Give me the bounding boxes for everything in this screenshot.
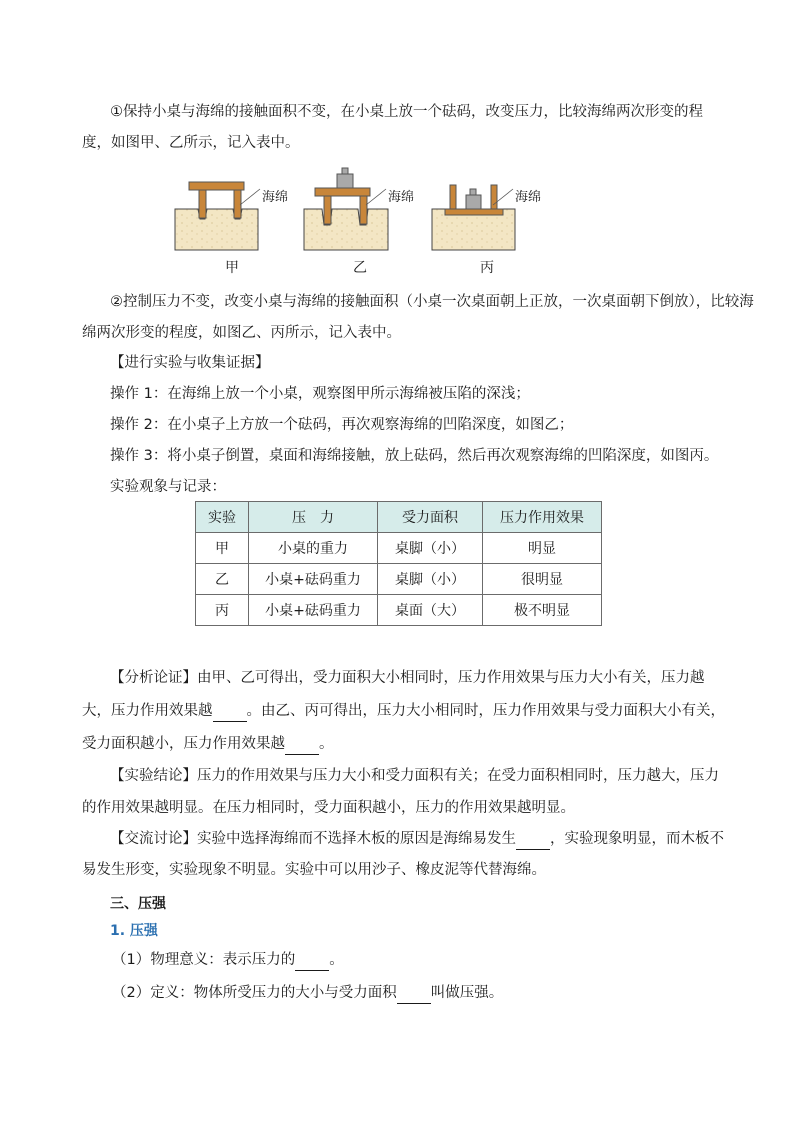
item-2 xyxy=(112,983,503,1004)
table-cell: 甲 xyxy=(196,533,249,564)
table-cell: 桌脚（小） xyxy=(378,533,483,564)
table-row xyxy=(196,533,602,564)
subsection-heading-pressure: 1. 压强 xyxy=(110,923,158,939)
table-cell: 小桌+砝码重力 xyxy=(249,564,378,595)
table-row xyxy=(196,564,602,595)
figure-bing xyxy=(432,185,515,250)
fill-blank[interactable] xyxy=(285,734,319,755)
caption-jia: 甲 xyxy=(225,260,239,276)
sponge-label-jia: 海绵 xyxy=(262,190,289,205)
table-header: 受力面积 xyxy=(378,502,483,533)
table-cell: 桌面（大） xyxy=(378,595,483,626)
sponge-label-bing: 海绵 xyxy=(515,190,542,205)
table-header: 压 力 xyxy=(249,502,378,533)
table-cell: 小桌+砝码重力 xyxy=(249,595,378,626)
table-row xyxy=(196,595,602,626)
para2-line2: 绵两次形变的程度，如图乙、丙所示，记入表中。 xyxy=(82,325,401,341)
discussion-text: 【交流讨论】实验中选择海绵而不选择木板的原因是海绵易发生 xyxy=(110,831,516,847)
table-cell: 小桌的重力 xyxy=(249,533,378,564)
table-cell: 很明显 xyxy=(483,564,602,595)
item-text: （2）定义：物体所受压力的大小与受力面积 xyxy=(112,985,397,1001)
caption-yi: 乙 xyxy=(353,260,367,276)
item-1 xyxy=(112,950,344,971)
analysis-line3 xyxy=(82,734,334,755)
heading-experiment: 【进行实验与收集证据】 xyxy=(110,355,270,371)
para1-line2: 度，如图甲、乙所示，记入表中。 xyxy=(82,135,300,151)
discussion-text: ，实验现象明显，而木板不 xyxy=(550,831,724,847)
table-header: 压力作用效果 xyxy=(483,502,602,533)
table-cell: 极不明显 xyxy=(483,595,602,626)
operation-3: 操作 3：将小桌子倒置，桌面和海绵接触，放上砝码，然后再次观察海绵的凹陷深度，如图丙。 xyxy=(110,448,719,464)
item-text: 。 xyxy=(329,952,344,968)
record-table xyxy=(195,501,602,626)
para2-line1: ②控制压力不变，改变小桌与海绵的接触面积（小桌一次桌面朝上正放，一次桌面朝下倒放），比较海 xyxy=(110,294,754,310)
analysis-text: 受力面积越小，压力作用效果越 xyxy=(82,736,285,752)
discussion-line2: 易发生形变，实验现象不明显。实验中可以用沙子、橡皮泥等代替海绵。 xyxy=(82,862,546,878)
caption-bing: 丙 xyxy=(480,260,494,276)
section-heading-pressure: 三、压强 xyxy=(110,896,166,912)
table-cell: 乙 xyxy=(196,564,249,595)
figure-yi xyxy=(304,168,388,250)
record-label: 实验观象与记录： xyxy=(110,479,226,495)
table-cell: 桌脚（小） xyxy=(378,564,483,595)
fill-blank[interactable] xyxy=(516,829,550,850)
operation-1: 操作 1：在海绵上放一个小桌，观察图甲所示海绵被压陷的深浅； xyxy=(110,386,530,402)
table-cell: 明显 xyxy=(483,533,602,564)
fill-blank[interactable] xyxy=(397,983,431,1004)
figure-jia xyxy=(175,182,260,250)
analysis-line1: 【分析论证】由甲、乙可得出，受力面积大小相同时，压力作用效果与压力大小有关，压力越 xyxy=(110,670,705,686)
sponge-label-yi: 海绵 xyxy=(388,190,415,205)
fill-blank[interactable] xyxy=(213,701,247,722)
analysis-text: 大，压力作用效果越 xyxy=(82,703,213,719)
table-header: 实验 xyxy=(196,502,249,533)
para1-line1: ①保持小桌与海绵的接触面积不变，在小桌上放一个砝码，改变压力，比较海绵两次形变的程 xyxy=(110,104,703,120)
conclusion-line2: 的作用效果越明显。在压力相同时，受力面积越小，压力的作用效果越明显。 xyxy=(82,800,575,816)
discussion-line1 xyxy=(110,829,724,850)
operation-2: 操作 2：在小桌子上方放一个砝码，再次观察海绵的凹陷深度，如图乙； xyxy=(110,417,574,433)
analysis-line2 xyxy=(82,701,725,722)
conclusion-line1: 【实验结论】压力的作用效果与压力大小和受力面积有关；在受力面积相同时，压力越大，压力 xyxy=(110,768,719,784)
fill-blank[interactable] xyxy=(295,950,329,971)
item-text: （1）物理意义：表示压力的 xyxy=(112,952,296,968)
table-cell: 丙 xyxy=(196,595,249,626)
table-header-row xyxy=(196,502,602,533)
sponge-experiment-figure xyxy=(170,165,550,279)
analysis-text: 。 xyxy=(319,736,334,752)
analysis-text: 。由乙、丙可得出，压力大小相同时，压力作用效果与受力面积大小有关， xyxy=(246,703,725,719)
item-text: 叫做压强。 xyxy=(430,985,504,1001)
